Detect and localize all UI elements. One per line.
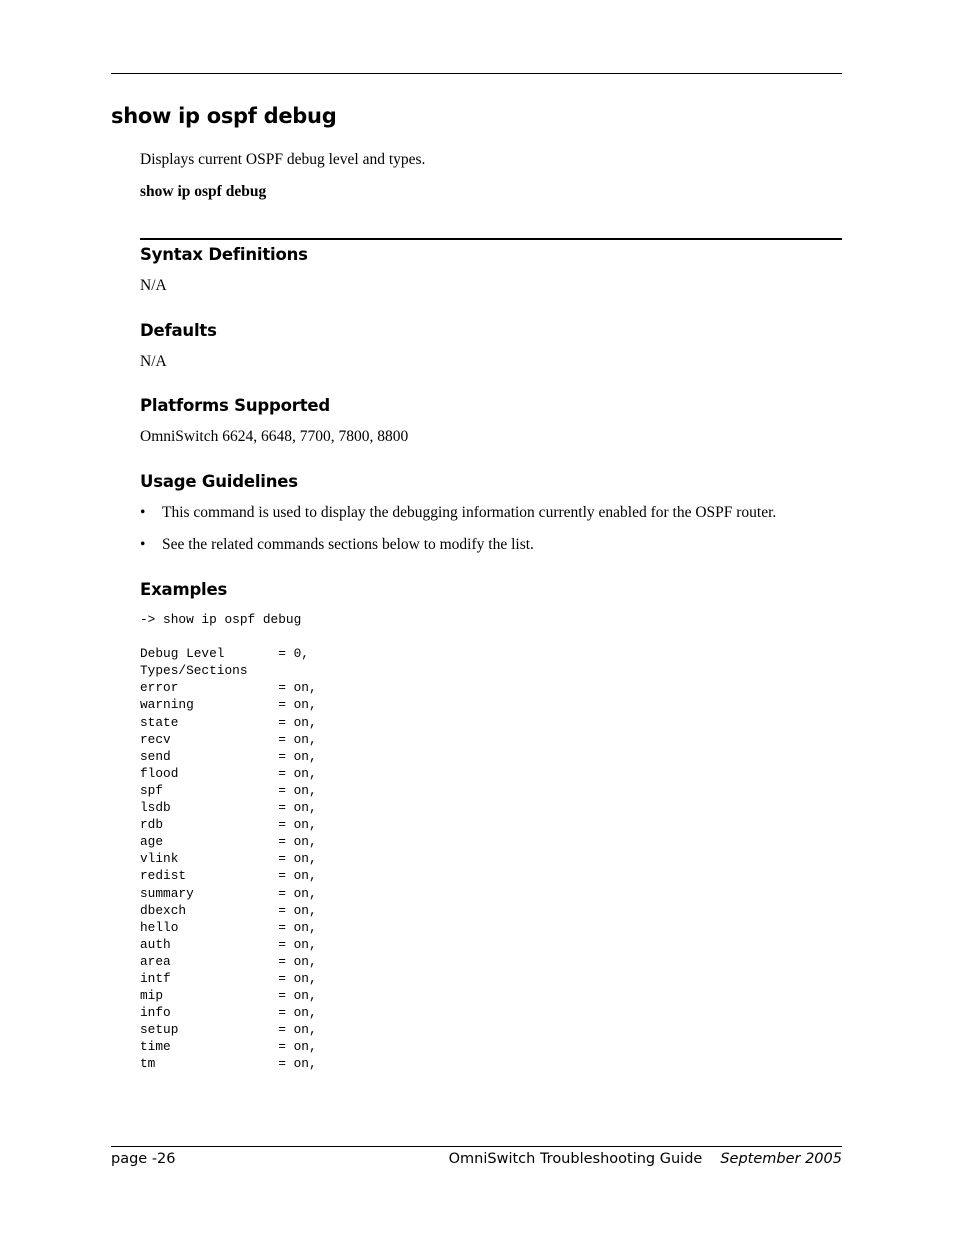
syntax-definitions-text: N/A bbox=[140, 277, 167, 294]
footer-info bbox=[449, 1151, 842, 1167]
command-syntax: show ip ospf debug bbox=[140, 183, 267, 200]
examples-heading: Examples bbox=[140, 580, 228, 599]
usage-bullet-text: See the related commands sections below to modify the list. bbox=[162, 536, 534, 553]
usage-guidelines-heading: Usage Guidelines bbox=[140, 472, 298, 491]
footer-guide-title: OmniSwitch Troubleshooting Guide bbox=[448, 1151, 703, 1167]
bullet-icon: • bbox=[140, 536, 146, 553]
usage-bullet-text: This command is used to display the debugging information currently enabled for the OSPF router. bbox=[162, 504, 777, 521]
command-description: Displays current OSPF debug level and types. bbox=[140, 151, 426, 168]
usage-bullet-item bbox=[140, 504, 776, 522]
platforms-text: OmniSwitch 6624, 6648, 7700, 7800, 8800 bbox=[140, 428, 409, 445]
syntax-definitions-heading: Syntax Definitions bbox=[140, 245, 308, 264]
footer-page-number: page -26 bbox=[111, 1151, 176, 1167]
defaults-text: N/A bbox=[140, 353, 167, 370]
usage-bullet-item bbox=[140, 536, 534, 554]
footer-date: September 2005 bbox=[720, 1151, 842, 1167]
defaults-heading: Defaults bbox=[140, 321, 217, 340]
footer-rule bbox=[111, 1146, 842, 1147]
section-divider bbox=[140, 238, 842, 240]
example-code-block: -> show ip ospf debug Debug Level = 0, Types/Sections error = on, warning = on, state = on, recv = on, send = on, flood = on, spf = on, lsdb = on, rdb = on, age = on, vlink = on, redist = on, summary = on, dbexch = on, hello = on, auth = on, area = on, intf = on, mip = on, info = on, setup = on, time = on, tm = on, bbox=[140, 612, 317, 1072]
bullet-icon: • bbox=[140, 504, 146, 521]
platforms-heading: Platforms Supported bbox=[140, 396, 330, 415]
page-title: show ip ospf debug bbox=[111, 104, 337, 128]
header-rule bbox=[111, 73, 842, 74]
